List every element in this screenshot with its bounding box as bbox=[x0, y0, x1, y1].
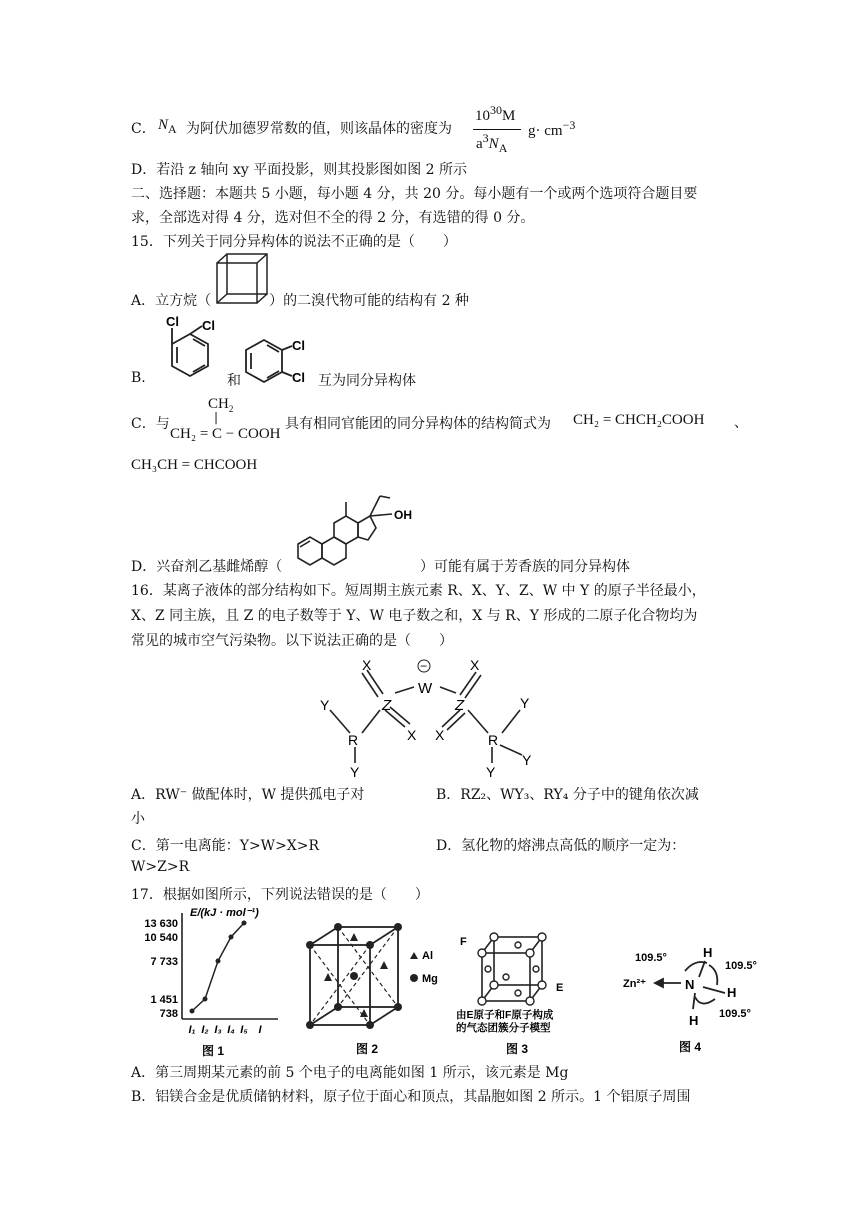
atom-w: W bbox=[418, 680, 433, 697]
x-tick-label: I₃ bbox=[214, 1024, 222, 1036]
fig2-caption: 图 2 bbox=[356, 1042, 379, 1056]
atom-r: R bbox=[348, 732, 359, 748]
vertical-bond: | bbox=[214, 410, 219, 424]
x-tick-label: I₁ bbox=[188, 1024, 196, 1036]
q15-c-text: 具有相同官能团的同分异构体的结构简式为 bbox=[285, 416, 551, 432]
den-exp: 3 bbox=[482, 131, 489, 145]
ionic-liquid-structure bbox=[300, 655, 560, 780]
a-post: ）的二溴代物可能的结构有 2 种 bbox=[269, 293, 469, 309]
ch-sub: 2 bbox=[228, 404, 234, 414]
num-m: M bbox=[502, 108, 516, 124]
den-sub: A bbox=[498, 141, 508, 155]
bond-angle: 109.5° bbox=[725, 960, 757, 972]
al-triangle-icon bbox=[410, 952, 418, 959]
cl-label: Cl bbox=[292, 338, 305, 353]
ethylestrenol-structure bbox=[288, 474, 428, 574]
y-tick-label: 13 630 bbox=[144, 918, 178, 930]
atom-z: Z bbox=[382, 697, 392, 714]
x-tick-label: I₅ bbox=[240, 1024, 248, 1036]
bond-angle: 109.5° bbox=[635, 952, 667, 964]
q16-option-b: B．RZ₂、WY₃、RY₄ 分子中的键角依次减 bbox=[436, 787, 699, 803]
q14-c-text: 为阿伏加德罗常数的值，则该晶体的密度为 bbox=[186, 121, 452, 137]
legend-mg: Mg bbox=[422, 973, 438, 985]
q16-option-b-cont: 小 bbox=[131, 811, 145, 827]
label-f: F bbox=[460, 936, 467, 948]
x-tick-labels bbox=[189, 1024, 263, 1036]
formula-butenoic-1: CH₂ = CHCH₂COOH bbox=[573, 412, 705, 428]
unit-exp: −3 bbox=[562, 118, 576, 132]
methacrylic-acid-formula: CH₂ = C − COOH bbox=[170, 426, 281, 442]
q17-option-a: A．第三周期某元素的前 5 个电子的电离能如图 1 所示，该元素是 Mg bbox=[131, 1065, 569, 1081]
atom-x: X bbox=[407, 727, 417, 743]
fig1-caption: 图 1 bbox=[202, 1044, 225, 1058]
series-line bbox=[192, 923, 244, 1011]
fig3-note-2: 的气态团簇分子模型 bbox=[456, 1022, 551, 1034]
fraction-bar bbox=[473, 129, 521, 130]
atom-y: Y bbox=[522, 752, 532, 768]
q16-option-d-cont: W>Z>R bbox=[131, 859, 190, 875]
separator: 、 bbox=[734, 415, 748, 431]
ortho-dichlorobenzene-1 bbox=[150, 314, 230, 386]
q16-option-c: C．第一电离能：Y>W>X>R bbox=[131, 838, 320, 854]
ionization-energy-chart bbox=[130, 903, 290, 1061]
density-unit bbox=[528, 118, 575, 140]
atom-y: Y bbox=[350, 764, 360, 780]
num-exp: 30 bbox=[490, 103, 502, 117]
den-a: a bbox=[476, 136, 483, 152]
zn-ammonia-coordination bbox=[615, 905, 795, 1059]
legend-al: Al bbox=[422, 950, 433, 962]
density-numerator bbox=[475, 103, 515, 125]
y-tick-label: 1 451 bbox=[150, 994, 178, 1006]
cubane-structure bbox=[213, 251, 273, 307]
and-text: 和 bbox=[227, 373, 241, 389]
num-ten: 10 bbox=[475, 108, 490, 124]
chart-ylabel: E/(kJ · mol⁻¹) bbox=[190, 907, 259, 919]
fig3-caption: 图 3 bbox=[506, 1042, 529, 1056]
q14-option-d: D．若沿 z 轴向 xy 平面投影，则其投影图如图 2 所示 bbox=[131, 162, 468, 178]
q16-option-a: A．RW⁻ 做配体时，W 提供孤电子对 bbox=[131, 787, 365, 803]
data-point-4 bbox=[229, 935, 234, 940]
option-label: C． bbox=[131, 121, 156, 137]
atom-x: X bbox=[435, 727, 445, 743]
q16-option-d: D．氢化物的熔沸点高低的顺序一定为： bbox=[436, 838, 686, 854]
x-tick-label: I bbox=[258, 1024, 262, 1036]
atom-h: H bbox=[689, 1013, 699, 1028]
na-letter: N bbox=[158, 117, 169, 133]
ch-text: CH bbox=[208, 396, 229, 412]
mg-dot-icon bbox=[410, 974, 418, 982]
label-e: E bbox=[556, 982, 564, 994]
na-subscript: A bbox=[168, 122, 177, 136]
ortho-dichlorobenzene-2 bbox=[240, 330, 320, 390]
data-point-5 bbox=[242, 921, 247, 926]
bond-angle: 109.5° bbox=[719, 1008, 751, 1020]
data-point-2 bbox=[203, 997, 208, 1002]
q15-option-d-pre: D．兴奋剂乙基雌烯醇（ bbox=[131, 559, 283, 575]
series-points bbox=[190, 921, 247, 1014]
section2-instructions-1: 二、选择题：本题共 5 小题，每小题 4 分，共 20 分。每小题有一个或两个选项符合题目要 bbox=[131, 186, 698, 202]
methacrylic-top bbox=[208, 396, 233, 414]
q17-option-b: B．铝镁合金是优质储钠材料，原子位于面心和顶点，其晶胞如图 2 所示。1 个铝原子周围 bbox=[131, 1089, 691, 1105]
q16-stem-1: 16．某离子液体的部分结构如下。短周期主族元素 R、X、Y、Z、W 中 Y 的原子半径最小， bbox=[131, 583, 706, 599]
cl-label: Cl bbox=[292, 370, 305, 385]
q16-stem-2: X、Z 同主族，且 Z 的电子数等于 Y、W 电子数之和，X 与 R、Y 形成的二原子化合物均为 bbox=[131, 608, 698, 624]
formula-butenoic-2: CH₃CH = CHCOOH bbox=[131, 457, 258, 473]
b-post: 互为同分异构体 bbox=[318, 373, 416, 389]
x-tick-label: I₂ bbox=[201, 1024, 209, 1036]
q15-stem: 15．下列关于同分异构体的说法不正确的是（ ） bbox=[131, 234, 457, 250]
atom-x: X bbox=[470, 657, 480, 673]
density-denominator bbox=[476, 131, 507, 156]
atom-h: H bbox=[703, 945, 713, 960]
q17-stem: 17．根据如图所示，下列说法错误的是（ ） bbox=[131, 887, 429, 903]
q15-d-post: ）可能有属于芳香族的同分异构体 bbox=[420, 559, 630, 575]
q15-option-c-pre: C．与 bbox=[131, 416, 170, 432]
section2-instructions-2: 求，全部选对得 4 分，选对但不全的得 2 分，有选错的得 0 分。 bbox=[131, 210, 535, 226]
y-tick-label: 738 bbox=[159, 1008, 178, 1020]
cluster-molecule-model bbox=[452, 925, 582, 1059]
q15-option-b-label: B. bbox=[131, 370, 146, 386]
unit-text: g· cm bbox=[528, 123, 563, 139]
fig3-note-1: 由E原子和F原子构成 bbox=[456, 1009, 554, 1021]
y-tick-label: 10 540 bbox=[144, 932, 178, 944]
atom-y: Y bbox=[486, 764, 496, 780]
oh-label: OH bbox=[394, 508, 412, 522]
y-tick-labels bbox=[144, 918, 178, 1020]
atom-y: Y bbox=[320, 697, 330, 713]
data-point-1 bbox=[190, 1009, 195, 1014]
x-tick-label: I₄ bbox=[227, 1024, 235, 1036]
q15-option-a bbox=[131, 290, 469, 312]
zn-ion: Zn²⁺ bbox=[623, 978, 646, 990]
charge-minus: − bbox=[420, 659, 428, 673]
q14-option-c bbox=[131, 118, 156, 138]
atom-y: Y bbox=[520, 695, 530, 711]
atom-r: R bbox=[488, 732, 499, 748]
al-mg-unit-cell bbox=[300, 915, 440, 1059]
atom-h: H bbox=[727, 985, 737, 1000]
na-symbol bbox=[158, 117, 177, 137]
data-point-3 bbox=[216, 959, 221, 964]
atom-x: X bbox=[362, 657, 372, 673]
cl-label: Cl bbox=[166, 314, 179, 329]
atom-z: Z bbox=[455, 697, 465, 714]
fig4-caption: 图 4 bbox=[679, 1040, 702, 1054]
cl-label: Cl bbox=[202, 318, 215, 333]
q16-stem-3: 常见的城市空气污染物。以下说法正确的是（ ） bbox=[131, 633, 453, 649]
a-pre: A．立方烷（ bbox=[131, 293, 212, 309]
y-tick-label: 7 733 bbox=[150, 956, 178, 968]
atom-n: N bbox=[685, 977, 695, 992]
den-n: N bbox=[488, 136, 499, 152]
